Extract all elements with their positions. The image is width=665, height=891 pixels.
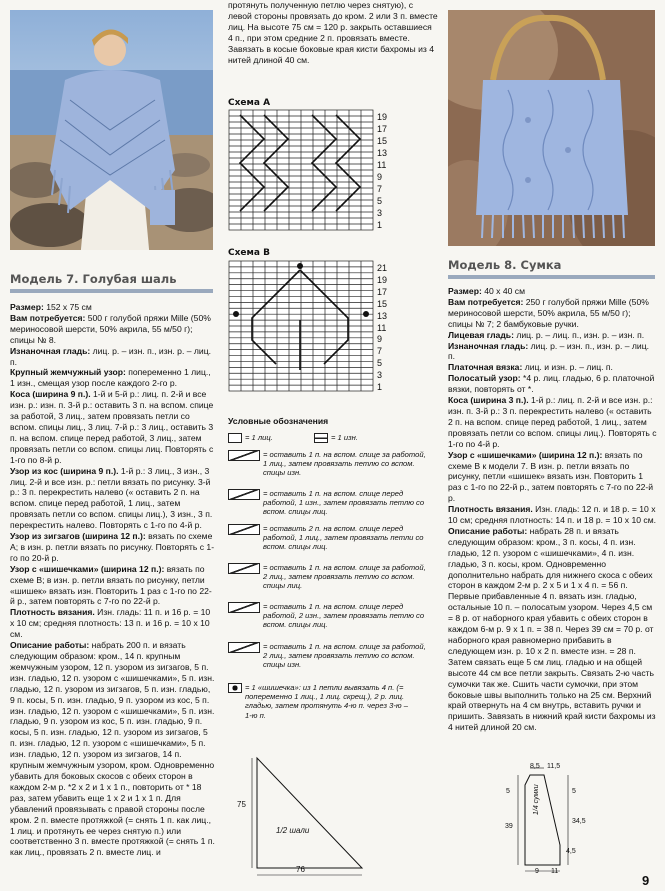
bag-top: 8,5	[530, 763, 540, 770]
model7-paragraph-label: Вам потребуется:	[10, 312, 86, 323]
model7-paragraph-label: Узор с «шишечками» (ширина 12 п.):	[10, 563, 165, 574]
model7-paragraph	[10, 564, 215, 608]
model7-paragraph	[10, 313, 215, 346]
model7-paragraph-label: Узор из кос (ширина 9 п.).	[10, 465, 119, 476]
model8-paragraph-text: *4 р. лиц. гладью, 6 р. платочной вязки, повторять от *.	[448, 373, 655, 395]
model8-paragraph	[448, 362, 657, 373]
scheme-b-row-number: 19	[377, 274, 388, 285]
legend-symbol	[228, 683, 242, 693]
model8-paragraph	[448, 330, 657, 341]
model7-paragraph-text: 500 г голубой пряжи Mille (50% мериносовой шерсти, 50% акрила, 55 м/50 г); спицы № 8.	[10, 312, 211, 345]
scheme-b-row-number: 17	[377, 286, 388, 297]
model8-paragraph	[448, 504, 657, 526]
model8-paragraph-label: Коса (ширина 3 п.).	[448, 395, 529, 406]
model7-text	[10, 302, 215, 858]
scheme-a-row-number: 7	[377, 184, 383, 194]
model8-paragraph-text: вязать по схеме В к модели 7. В изн. р. петли вязать по рисунку, петли «шишек» вязать изн. Повторить 1 раз с 1-го по 22-й р., затем повторять с 7-го по 22-й р.	[448, 449, 654, 504]
scheme-b-row-number: 11	[377, 322, 387, 333]
legend-symbol	[228, 642, 260, 653]
model7-paragraph	[10, 531, 215, 564]
model7-paragraph-label: Узор из зигзагов (ширина 12 п.):	[10, 531, 146, 542]
model8-paragraph-label: Плотность вязания.	[448, 504, 533, 515]
legend-symbol	[228, 563, 260, 574]
model7-continuation: протянуть полученную петлю через снятую), с левой стороны провязать до кром. 2 или 3 п. вместе лиц. На высоте 75 см = 120 р. закрыть оставшиеся 4 п., при этом средние 2 п. провязать вместе. Завязать в косые боковые края кисти бахромы из 4 нитей длиной 40 см.	[228, 0, 438, 65]
model8-paragraph	[448, 373, 657, 395]
shawl-schematic	[232, 750, 382, 885]
legend-text: = оставить 1 п. на вспом. спице перед работой, 1 изн., затем провязать петлю со вспом. спицы лиц.	[263, 489, 425, 517]
model8-paragraph-text: лиц. и изн. р. – лиц. п.	[522, 362, 613, 373]
scheme-a-chart	[228, 109, 374, 231]
model7-paragraph	[10, 302, 215, 313]
model7-paragraph-text: лиц. р. – изн. п., изн. р. – лиц. п.	[10, 345, 212, 367]
scheme-a-row-number: 13	[377, 148, 388, 158]
model7-paragraph-text: набрать 200 п. и вязать следующим образом: кром., 14 п. крупным жемчужным узором, 12 п. узором из зигзагов, 5 п. изн. гладью, 12 п. узором с «шишечками», 5 п. изн. гладью, 12 п. узором из зигзагов, 5 п. изн. гладью, 9 п. косы, 5 п. изн. гладью, 9 п. узором из кос, 5 п. изн. гладью, 12 п. узором с «шишечками», 5 п. изн. гладью, 9 п. узором из кос, 5 п. изн. гладью, 9 п. косы, 5 п. изн. гладью, 12 п. узором из зигзагов, 5 п. изн. гладью, 12 п. узором с «шишечками», 5 п. изн. гладью, 12 п. узором из зигзагов, 14 п. крупным жемчужным узором, кром. Одновременно убавить для боковых скосов с обеих сторон в каждом 2-м р. *2 х 2 и 1 х 1 п., повторить от * 18 раз, затем убавить еще 1 х 2 и 1 х 1 п. Для убавлений провязывать с правой стороны после кром. 2 п. вместе протяжкой (= снять 1 п. как лиц., 1 лиц. и протянуть ее через снятую п.) или соответственно 3 п. вместе протяжкой (= снять 1 п. как лиц., провязать 2 п. вместе лиц. и	[10, 640, 215, 858]
model7-paragraph-label: Описание работы:	[10, 640, 90, 651]
bag-photo	[448, 10, 655, 246]
bag-left-top: 5	[506, 788, 510, 795]
model7-paragraph	[10, 346, 215, 368]
shawl-height: 75	[237, 800, 246, 809]
model8-paragraph-text: лиц. р. – лиц. п., изн. р. – изн. п.	[513, 329, 645, 340]
model8-paragraph	[448, 286, 657, 297]
bag-label: 1/4 сумки	[533, 784, 540, 815]
model7-paragraph-label: Коса (ширина 9 п.).	[10, 389, 91, 400]
scheme-a-row-number: 9	[377, 172, 383, 182]
scheme-b-row-number: 7	[377, 346, 383, 357]
model8-paragraph	[448, 450, 657, 505]
model8-text	[448, 286, 657, 733]
bag-bottom-right: 11	[551, 868, 559, 875]
shawl-width: 76	[296, 865, 305, 874]
scheme-b-row-number: 1	[377, 382, 383, 392]
bag-right-height: 34,5	[572, 818, 586, 825]
scheme-b-title: Схема В	[228, 248, 270, 258]
model7-paragraph	[10, 389, 215, 465]
scheme-b-row-number: 13	[377, 310, 388, 321]
legend-symbol	[314, 433, 328, 443]
model7-paragraph-label: Крупный жемчужный узор:	[10, 367, 126, 378]
model7-paragraph-label: Размер:	[10, 302, 44, 312]
scheme-b-row-number: 21	[377, 263, 388, 273]
bag-top-right: 11,5	[547, 763, 561, 770]
model7-paragraph-text: попеременно 1 лиц., 1 изн., смещая узор после каждого 2-го р.	[10, 367, 211, 389]
model7-paragraph-text: Изн. гладь: 11 п. и 16 р. = 10 х 10 см; средняя плотность: 13 п. и 16 р. = 10 х 10 см.	[10, 607, 211, 640]
model7-paragraph	[10, 640, 215, 858]
model7-paragraph-text: вязать по схеме В; в изн. р. петли вязать по рисунку, петли «шишек» вязать изн. Повторить 1 раз с 1-го по 22-й р., затем повторять с 7-го по 22-й р.	[10, 563, 212, 607]
bag-right-bottom: 4,5	[566, 848, 576, 855]
model7-paragraph-text: вязать по схеме А; в изн. р. петли вязать по рисунку. Повторять с 1-го по 20-й р.	[10, 531, 215, 563]
legend-text: = 1 изн.	[331, 433, 358, 442]
scheme-a-row-number: 5	[377, 196, 383, 206]
model8-paragraph	[448, 341, 657, 363]
scheme-b-row-number: 3	[377, 370, 383, 381]
model8-paragraph	[448, 526, 657, 733]
scheme-b-chart	[228, 260, 374, 392]
model7-paragraph-text: 1-й и 5-й р.: лиц. п. 2-й и все изн. р.: изн. п. 3-й р.: оставить 3 п. на вспом. спице за работой, 3 лиц., затем провязать петли со вспом. спицы лиц., 3 лиц. 7-й р.: 3 лиц., оставить 3 п. на вспом. спице перед работой, 3 лиц., затем провязать петли со вспом. спицы лиц. Повторять с 1-го по 8-й р.	[10, 389, 214, 465]
legend-title: Условные обозначения	[228, 416, 329, 426]
bobble-mark	[363, 311, 369, 317]
model8-paragraph-label: Платочная вязка:	[448, 362, 523, 373]
model7-paragraph-label: Плотность вязания.	[10, 607, 95, 618]
legend-symbol	[228, 602, 260, 613]
legend-text: = оставить 2 п. на вспом. спице перед работой, 1 лиц., затем провязать петли со вспом. спицы лиц.	[263, 524, 424, 552]
bag-left-height: 39	[505, 823, 513, 830]
model8-title: Модель 8. Сумка	[448, 258, 655, 279]
legend-symbol	[228, 450, 260, 461]
model7-paragraph	[10, 367, 215, 389]
model8-paragraph-text: набрать 28 п. и вязать следующим образом: кром., 3 п. косы, 4 п. изн. гладью, 12 п. узором с «шишечками», 4 п. изн. гладью, 3 п. косы, кром. Одновременно дополнительно набрать для нижнего скоса с обеих сторон в каждом 2-м р. 2 х 5 и 1 х 4 п. = 56 п. Первые прибавленные 4 п. вязать изн. гладью, остальные 10 п. – полосатым узором. Через 4,5 см = 8 р. от наборного края убавить с обеих сторон в каждом 6-м р. 9 х 1 п. = 38 п. Через 39 см = 70 р. от наборного края равномерно прибавить в следующем изн. р. 10 х 2 п. вместе изн. = 28 п. Затем связать еще 5 см лиц. гладью и на общей высоте 44 см все петли закрыть. Связать 2-ю часть сумочки так же. Сшить части сумочки, при этом боковые швы выполнить только на 25 см. Верхний край отвернуть на 4 см внутрь, вставить ручки и пришить. Завязать в нижний край кисти бахромы из 4 нитей длиной 20 см.	[448, 525, 656, 733]
model7-paragraph-text: 1-й р.: 3 лиц., 3 изн., 3 лиц. 2-й и все изн. р.: петли вязать по рисунку. 3-й р.: 3 п. перекрестить налево (« оставить 2 п. на вспом. спице перед работой, 1 лиц., затем провязать петли со вспом. спицы лиц.), 3 изн., 3 п. перекрестить налево. Повторять с 1-го по 4-й р.	[10, 465, 213, 531]
bag-bottom-left: 9	[535, 868, 539, 875]
model7-title: Модель 7. Голубая шаль	[10, 272, 213, 293]
shawl-photo	[10, 10, 213, 250]
legend-symbol	[228, 433, 242, 443]
model8-paragraph	[448, 395, 657, 450]
model8-paragraph	[448, 297, 657, 330]
legend-text: = оставить 1 п. на вспом. спице за работой, 1 лиц., затем провязать петлю со вспом. спицы изн.	[263, 450, 426, 478]
scheme-b-row-number: 15	[377, 298, 388, 309]
model8-paragraph-text: 250 г голубой пряжи Mille (50% мериносовой шерсти, 50% акрила, 55 м/50 г); спицы № 7; 2 бамбуковые ручки.	[448, 296, 649, 329]
model8-paragraph-label: Описание работы:	[448, 525, 528, 536]
bag-right-top: 5	[572, 788, 576, 795]
scheme-a-title: Схема А	[228, 98, 271, 108]
legend-text: = оставить 1 п. на вспом. спице перед работой, 2 изн., затем провязать петлю со вспом. спицы лиц.	[263, 602, 425, 630]
model8-paragraph-label: Размер:	[448, 286, 482, 296]
model7-paragraph	[10, 607, 215, 640]
legend-text: = оставить 1 п. на вспом. спице за работой, 2 лиц., затем провязать петлю со вспом. спицы лиц.	[263, 563, 426, 591]
legend-text: = 1 «шишечка»: из 1 петли вывязать 4 п. (= попеременно 1 лиц., 1 лиц. скрещ.), 2 р. лиц. гладью, затем протянуть 4-ю п. через 3-ю – 1-ю п.	[245, 683, 408, 720]
model8-paragraph-label: Лицевая гладь:	[448, 329, 514, 340]
bobble-mark	[297, 263, 303, 269]
shawl-label: 1/2 шали	[276, 826, 310, 835]
model8-paragraph-text: лиц. р. – изн. п., изн. р. – лиц. п.	[448, 340, 650, 362]
model7-paragraph-text: 152 x 75 см	[43, 302, 92, 312]
legend-symbol	[228, 489, 260, 500]
model7-paragraph	[10, 466, 215, 531]
legend-text: = оставить 1 п. на вспом. спице за работой, 2 лиц., затем провязать петлю со вспом. спицы изн.	[263, 642, 426, 670]
model8-paragraph-label: Вам потребуется:	[448, 296, 524, 307]
model8-paragraph-text: 40 х 40 см	[481, 286, 525, 296]
legend-symbol	[228, 524, 260, 535]
scheme-b-row-number: 9	[377, 334, 383, 345]
scheme-a-row-number: 15	[377, 136, 388, 146]
model8-paragraph-label: Изнаночная гладь:	[448, 340, 529, 351]
scheme-a-row-number: 11	[377, 160, 387, 170]
scheme-a-row-number: 17	[377, 124, 388, 134]
model7-paragraph-label: Изнаночная гладь:	[10, 345, 91, 356]
model8-paragraph-text: Изн. гладь: 12 п. и 18 р. = 10 х 10 см; средняя плотность: 14 п. и 18 р. = 10 х 10 см.	[448, 504, 656, 526]
model8-paragraph-text: 1-й р.: лиц. п. 2-й и все изн. р.: изн. п. 3-й р.: 3 п. перекрестить налево (« оставить 2 п. на вспом. спице перед работой, 1 лиц., затем провязать петли со вспом. спицы лиц.). Повторять с 1-го по 4-й р.	[448, 395, 657, 449]
scheme-a-row-number: 1	[377, 220, 383, 230]
scheme-a-row-number: 19	[377, 112, 388, 122]
page-number: 9	[642, 873, 650, 888]
legend-text: = 1 лиц.	[245, 433, 273, 442]
scheme-b-row-number: 5	[377, 358, 383, 369]
model8-paragraph-label: Полосатый узор:	[448, 373, 521, 384]
bobble-mark	[233, 311, 239, 317]
model8-paragraph-label: Узор с «шишечками» (ширина 12 п.):	[448, 449, 603, 460]
scheme-a-row-number: 3	[377, 208, 383, 218]
